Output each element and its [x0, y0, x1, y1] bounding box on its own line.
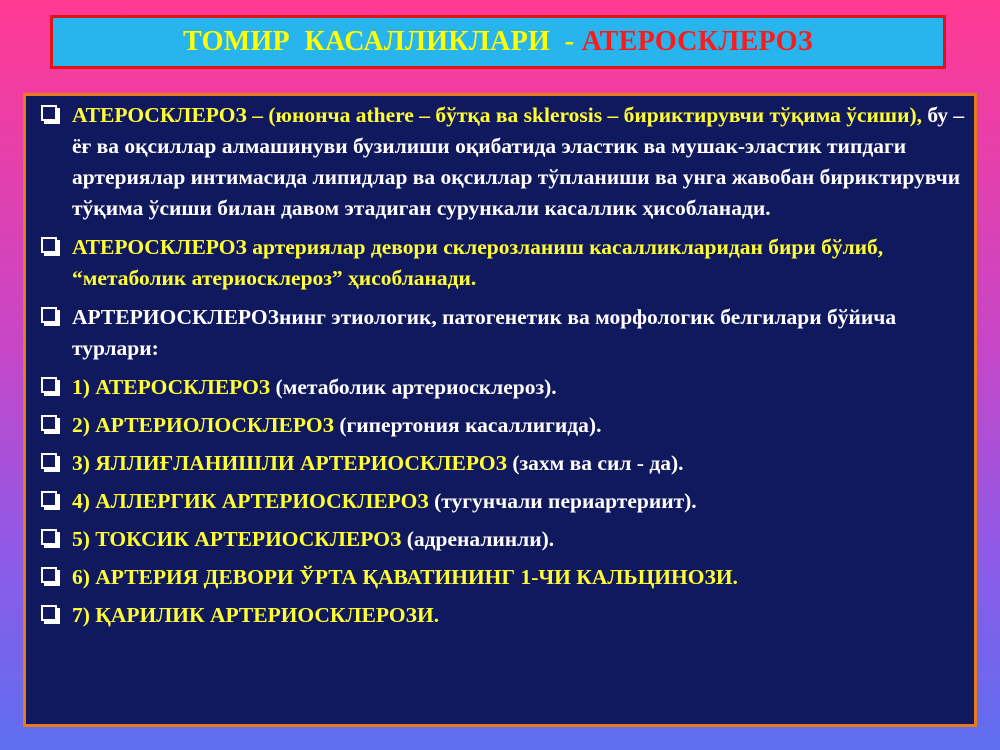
slide-title [50, 15, 946, 69]
square-bullet-icon [38, 302, 72, 333]
list-item-text [72, 100, 966, 224]
square-bullet-icon [38, 410, 72, 441]
list-item-highlight: АТЕРОСКЛЕРОЗ артериялар девори склерозланиш касалликларидан бири бўлиб, “метаболик атериосклероз” ҳисобланади. [72, 235, 884, 290]
list-item-text [72, 302, 966, 364]
square-bullet-icon [38, 448, 72, 479]
list-item-highlight: АТЕРОСКЛЕРОЗ – (юнонча athere – бўтқа ва sklerosis – бириктирувчи тўқима ўсиши), [72, 103, 922, 127]
list-item [38, 302, 966, 364]
list-item-text [72, 410, 966, 441]
list-item-body: (гипертония касаллигида). [333, 413, 602, 437]
content-panel [23, 93, 977, 727]
list-item [38, 410, 966, 441]
list-item [38, 600, 966, 631]
square-bullet-icon [38, 232, 72, 263]
list-item-body: (адреналинли). [401, 527, 555, 551]
square-bullet-icon [38, 486, 72, 517]
list-item-text [72, 600, 966, 631]
list-item [38, 486, 966, 517]
list-item-body: (метаболик артериосклероз). [270, 375, 557, 399]
list-item [38, 448, 966, 479]
square-bullet-icon [38, 524, 72, 555]
list-item-highlight: 3) ЯЛЛИҒЛАНИШЛИ АРТЕРИОСКЛЕРОЗ [72, 451, 507, 475]
list-item-text [72, 448, 966, 479]
list-item [38, 232, 966, 294]
list-item-highlight: 6) АРТЕРИЯ ДЕВОРИ ЎРТА ҚАВАТИНИНГ 1-ЧИ КАЛЬЦИНОЗИ. [72, 565, 738, 589]
list-item-highlight: 7) ҚАРИЛИК АРТЕРИОСКЛЕРОЗИ. [72, 603, 440, 627]
list-item-text [72, 486, 966, 517]
square-bullet-icon [38, 100, 72, 131]
list-item [38, 100, 966, 224]
list-item-highlight: 4) АЛЛЕРГИК АРТЕРИОСКЛЕРОЗ [72, 489, 429, 513]
list-item-highlight: 1) АТЕРОСКЛЕРОЗ [72, 375, 271, 399]
square-bullet-icon [38, 562, 72, 593]
list-item [38, 372, 966, 403]
list-item-text [72, 232, 966, 294]
list-item-body: бу – ёғ ва оқсиллар алмашинуви бузилиши оқибатида эластик ва мушак-эластик типдаги артериялар интимасида липидлар ва оқсиллар тўпланиши ва унга жавобан бириктирувчи тўқима ўсиши билан давом этадиган сурункали касаллик ҳисобланади. [72, 103, 965, 220]
list-item-body: (тугунчали периартериит). [428, 489, 697, 513]
list-item [38, 524, 966, 555]
list-item-text [72, 562, 966, 593]
list-item-highlight: 2) АРТЕРИОЛОСКЛЕРОЗ [72, 413, 334, 437]
square-bullet-icon [38, 600, 72, 631]
list-item [38, 562, 966, 593]
list-item-text [72, 372, 966, 403]
list-item-body: АРТЕРИОСКЛЕРОЗнинг этиологик, патогенетик ва морфологик белгилари бўйича турлари: [72, 305, 897, 360]
square-bullet-icon [38, 372, 72, 403]
slide-title-main: ТОМИР КАСАЛЛИКЛАРИ - [183, 26, 582, 57]
list-item-body: (захм ва сил - да). [506, 451, 684, 475]
list-item-highlight: 5) ТОКСИК АРТЕРИОСКЛЕРОЗ [72, 527, 402, 551]
slide-title-accent: АТЕРОСКЛЕРОЗ [581, 26, 813, 57]
list-item-text [72, 524, 966, 555]
